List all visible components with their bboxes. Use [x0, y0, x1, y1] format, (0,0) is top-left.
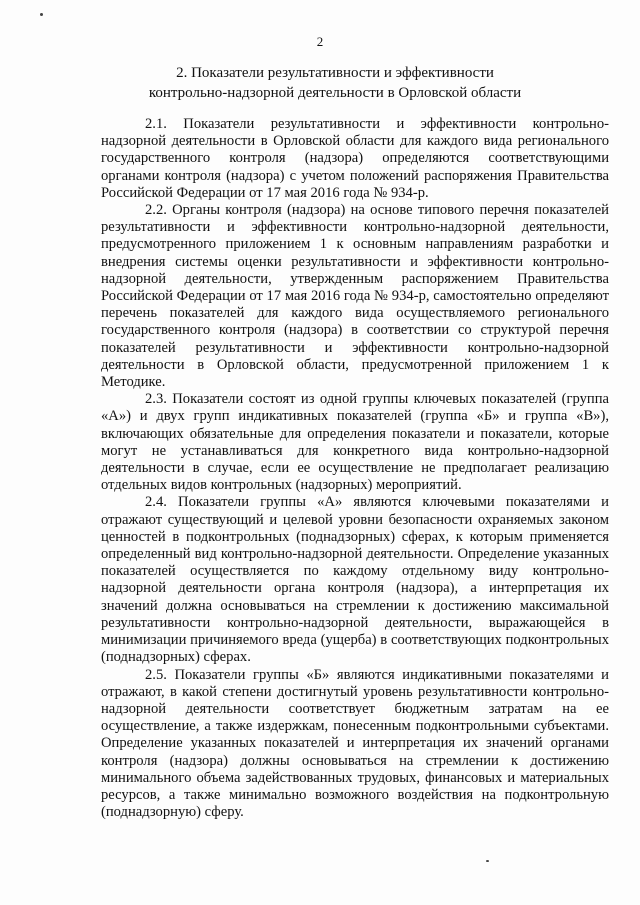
paragraph-2-3: 2.3. Показатели состоят из одной группы ключевых показателей (группа «А») и двух групп индикативных показателей (группа «Б» и группа «В»), включающих обязательные для определения показатели и показатели, которые могут не устанавливаться для конкретного вида контрольно-надзорной деятельности в случае, если ее осуществление не предполагает реализацию отдельных видов контрольных (надзорных) мероприятий. [101, 391, 609, 494]
section-heading-line-1: 2. Показатели результативности и эффективности [176, 65, 494, 81]
paragraph-2-5: 2.5. Показатели группы «Б» являются индикативными показателями и отражают, в какой степени достигнутый уровень результативности контрольно-надзорной деятельности соответствует бюджетным затратам на ее осуществление, а также издержкам, понесенным подконтрольными субъектами. Определение указанных показателей и интерпретация их значений органами контроля (надзора) должны основываться на стремлении к достижению минимального объема задействованных трудовых, финансовых и материальных ресурсов, а также минимально возможного воздействия на подконтрольную (поднадзорную) сферу. [101, 666, 609, 821]
paragraph-2-4: 2.4. Показатели группы «А» являются ключевыми показателями и отражают существующий и целевой уровни безопасности охраняемых законом ценностей в подконтрольных (поднадзорных) сферах, к которым применяется определенный вид контрольно-надзорной деятельности. Определение указанных показателей осуществляется по каждому отдельному виду контрольно-надзорной деятельности органа контроля (надзора), а интерпретация их значений должна основываться на стремлении к достижению максимальной результативности контрольно-надзорной деятельности, выражающейся в минимизации причиняемого вреда (ущерба) в соответствующих подконтрольных (поднадзорных) сферах. [101, 494, 609, 666]
paragraph-2-2: 2.2. Органы контроля (надзора) на основе типового перечня показателей результативности и эффективности контрольно-надзорной деятельности, предусмотренного приложением 1 к основным направлениям разработки и внедрения системы оценки результативности и эффективности контрольно-надзорной деятельности, утвержденным распоряжением Правительства Российской Федерации от 17 мая 2016 года № 934-р, самостоятельно определяют перечень показателей для каждого вида осуществляемого регионального государственного контроля (надзора) в соответствии со структурой перечня показателей результативности и эффективности контрольно-надзорной деятельности в Орловской области, предусмотренной приложением 1 к Методике. [101, 202, 609, 391]
page-number: 2 [316, 34, 324, 49]
document-body [101, 116, 609, 821]
paragraph-2-1: 2.1. Показатели результативности и эффективности контрольно-надзорной деятельности в Орловской области для каждого вида регионального государственного контроля (надзора) определяются соответствующими органами контроля (надзора) с учетом положений распоряжения Правительства Российской Федерации от 17 мая 2016 года № 934-р. [101, 116, 609, 201]
scan-speck [40, 13, 43, 16]
scan-speck [486, 860, 489, 862]
section-heading-line-2: контрольно-надзорной деятельности в Орловской области [148, 85, 522, 101]
section-heading [100, 63, 570, 103]
